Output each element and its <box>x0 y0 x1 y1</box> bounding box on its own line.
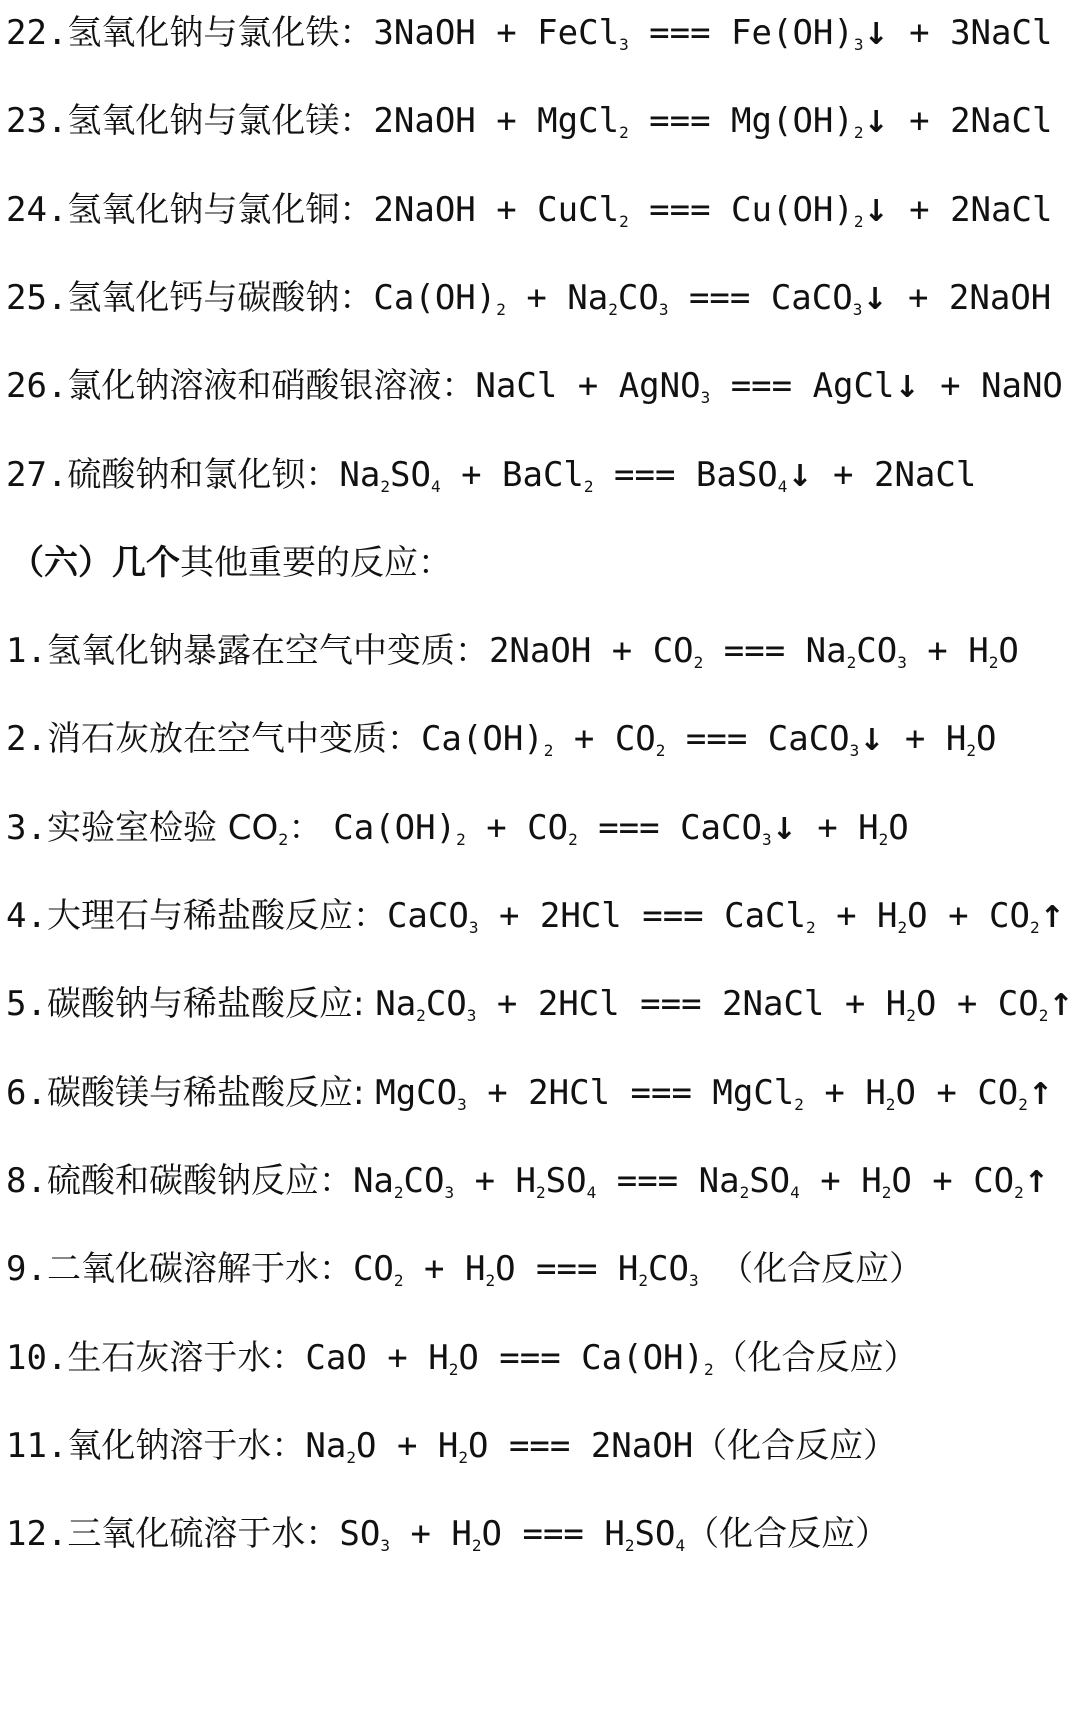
reaction-title-text: 氢氧化钠与氯化镁： <box>67 101 374 142</box>
subscript: 2 <box>458 1447 469 1467</box>
subscript: 3 <box>849 741 860 761</box>
formula-text: + 2NaCl <box>888 189 1053 230</box>
item-number: 2. <box>6 719 47 760</box>
subscript: 2 <box>619 211 629 231</box>
formula-text: === CaCO <box>577 807 762 848</box>
reaction-title-text: 消石灰放在空气中变质： <box>46 719 421 760</box>
formula-text: + H <box>403 1249 486 1290</box>
precipitate-arrow-icon: ↓ <box>894 370 920 406</box>
equation-line <box>6 180 1052 240</box>
formula-text: O <box>888 807 909 848</box>
formula-text: + H <box>799 1160 882 1201</box>
equation-line <box>6 798 909 858</box>
formula-text: Ca(OH) <box>373 277 497 318</box>
chemical-equation <box>489 631 1019 671</box>
reaction-title <box>67 278 373 318</box>
subscript: 2 <box>693 653 704 673</box>
gas-arrow-icon: ↑ <box>1039 900 1065 935</box>
subscript: 3 <box>897 653 907 673</box>
gas-arrow-icon: ↑ <box>1048 988 1074 1024</box>
equation-line <box>6 1239 923 1299</box>
item-number: 23. <box>6 101 68 142</box>
subscript: 2 <box>897 918 908 937</box>
equation-line <box>6 1151 1049 1211</box>
formula-text: NaCl + AgNO <box>475 366 701 407</box>
reaction-title <box>67 101 373 141</box>
subscript: 3 <box>761 829 772 849</box>
precipitate-arrow-icon: ↓ <box>859 723 885 759</box>
chemical-equation <box>373 13 1052 53</box>
formula-text: O === H <box>481 1514 625 1555</box>
equation-line <box>6 91 1052 151</box>
subscript: 3 <box>700 388 711 408</box>
formula-text: SO <box>545 1160 587 1201</box>
subscript: 2 <box>471 1536 482 1556</box>
equation-line <box>6 268 1051 328</box>
subscript: 2 <box>496 299 506 319</box>
subscript: 2 <box>416 1006 426 1026</box>
formula-text: （化合反应） <box>713 1337 918 1378</box>
formula-text: O === Ca(OH) <box>458 1337 704 1378</box>
precipitate-arrow-icon: ↓ <box>863 17 889 52</box>
reaction-title-text: 大理石与稀盐酸反应： <box>46 896 387 936</box>
formula-text: CO <box>617 277 659 318</box>
formula-text: SO <box>749 1160 791 1201</box>
reaction-title <box>47 1249 353 1289</box>
reaction-title-text: 氧化钠溶于水： <box>67 1425 306 1466</box>
formula-text: + 2HCl === 2NaCl + H <box>476 984 907 1025</box>
subscript: 2 <box>1018 1094 1028 1114</box>
subscript: 2 <box>739 1182 750 1202</box>
formula-text: === CaCO <box>665 719 850 760</box>
item-number: 25. <box>6 277 68 318</box>
item-number: 11. <box>6 1425 68 1466</box>
subscript: 2 <box>536 1182 546 1202</box>
formula-text: + 2NaCl <box>812 454 977 495</box>
reaction-title-text: 氢氧化钙与碳酸钠： <box>67 277 374 318</box>
reaction-title <box>67 13 373 53</box>
item-number: 22. <box>6 13 68 53</box>
formula-text: O === 2NaOH（化合反应） <box>468 1425 898 1466</box>
chemical-equation <box>305 1426 897 1466</box>
reaction-title <box>67 1426 305 1466</box>
reaction-title <box>47 896 387 936</box>
subscript: 2 <box>638 1271 649 1291</box>
subscript: 2 <box>456 829 466 849</box>
chemical-equation <box>373 190 1052 230</box>
formula-text: === Mg(OH) <box>628 101 854 142</box>
section-heading <box>10 533 452 593</box>
item-number: 6. <box>6 1072 47 1113</box>
formula-text: （化合反应） <box>698 1249 924 1290</box>
formula-text: === CaCO <box>668 277 853 318</box>
subscript: 2 <box>966 741 976 761</box>
subscript: 3 <box>466 1006 477 1026</box>
equation-line <box>6 1416 897 1476</box>
formula-text: + 2HCl === MgCl <box>466 1072 795 1113</box>
item-number: 27. <box>6 454 68 495</box>
reaction-title-text: 氢氧化钠与氯化铁： <box>67 13 374 53</box>
formula-text: O + H <box>356 1425 459 1466</box>
formula-text: Na <box>339 454 381 495</box>
formula-text: + H <box>454 1160 537 1201</box>
item-number: 5. <box>6 984 47 1025</box>
precipitate-arrow-icon: ↓ <box>863 193 889 229</box>
subscript: 2 <box>655 741 666 761</box>
equation-line <box>6 974 1074 1034</box>
reaction-title-text: 实验室检验 CO <box>46 807 279 848</box>
subscript: 2 <box>806 918 816 937</box>
formula-text: + CO <box>553 719 656 760</box>
item-number: 8. <box>6 1160 47 1201</box>
equation-line <box>6 1328 918 1388</box>
subscript: 2 <box>619 123 629 143</box>
formula-text: + BaCl <box>440 454 584 495</box>
subscript: 2 <box>881 1182 892 1202</box>
chemical-equation <box>305 1338 917 1378</box>
formula-text: O <box>975 719 997 760</box>
formula-text: + Na <box>505 277 609 318</box>
formula-text: + H <box>803 1072 886 1113</box>
heading-rest: 其他重要的反应： <box>180 542 452 583</box>
formula-text: === Fe(OH) <box>628 13 854 53</box>
subscript: 2 <box>346 1447 357 1467</box>
precipitate-arrow-icon: ↓ <box>862 281 888 317</box>
formula-text: === Na <box>596 1160 740 1201</box>
formula-text: Ca(OH) <box>333 807 457 848</box>
chemical-equation <box>475 366 1062 406</box>
subscript: 2 <box>448 1359 459 1379</box>
subscript: 2 <box>393 1182 404 1202</box>
reaction-title-text: 氢氧化钠与氯化铜： <box>67 189 374 230</box>
formula-text: + NaNO <box>919 366 1063 407</box>
formula-text: CaO + H <box>305 1337 449 1378</box>
subscript: 2 <box>608 299 618 319</box>
chemical-equation <box>375 1073 1053 1113</box>
formula-text: === Na <box>703 631 847 672</box>
chemical-equation <box>339 1514 889 1554</box>
item-number: 9. <box>6 1249 47 1290</box>
equation-line <box>6 1504 889 1564</box>
precipitate-arrow-icon: ↓ <box>771 811 797 847</box>
formula-text: + H <box>796 807 879 848</box>
formula-text: SO <box>339 1514 381 1555</box>
equation-line <box>6 709 996 769</box>
formula-text: === BaSO <box>593 454 778 495</box>
reaction-title-text: 生石灰溶于水： <box>67 1337 306 1378</box>
subscript: 2 <box>853 123 864 143</box>
subscript: 3 <box>852 299 863 319</box>
subscript: 2 <box>278 829 289 849</box>
subscript: 3 <box>380 1536 391 1556</box>
subscript: 2 <box>853 211 864 231</box>
reaction-title <box>47 1073 375 1113</box>
equation-line <box>6 3 1052 63</box>
reaction-title <box>67 1514 339 1554</box>
formula-text: O + CO <box>891 1160 1015 1201</box>
reaction-title-text: 二氧化碳溶解于水： <box>46 1249 353 1290</box>
formula-text: + CO <box>465 807 569 848</box>
formula-text: + H <box>906 631 989 672</box>
formula-text: 2NaOH + MgCl <box>373 101 620 142</box>
formula-text: CO <box>403 1160 445 1201</box>
formula-text: CO <box>648 1249 689 1290</box>
subscript: 2 <box>794 1094 804 1114</box>
reaction-title <box>47 1161 353 1201</box>
reaction-title-text: 硫酸钠和氯化钡： <box>67 454 340 495</box>
formula-text: Na <box>305 1425 347 1466</box>
subscript: 2 <box>393 1271 404 1291</box>
formula-text: CO <box>352 1249 394 1290</box>
subscript: 2 <box>568 829 578 849</box>
chemical-equation <box>353 1161 1049 1201</box>
subscript: 2 <box>878 829 889 849</box>
chemical-equation <box>373 278 1051 318</box>
item-number: 3. <box>6 807 47 848</box>
subscript: 3 <box>658 299 669 319</box>
subscript: 4 <box>790 1182 800 1202</box>
subscript: 2 <box>380 476 391 496</box>
formula-text: Na <box>352 1160 394 1201</box>
subscript: 2 <box>1038 1006 1049 1026</box>
reaction-title-text: 氯化钠溶液和硝酸银溶液： <box>67 366 476 407</box>
item-number: 26. <box>6 366 68 407</box>
item-number: 1. <box>6 631 47 672</box>
formula-text: 3NaOH + FeCl <box>373 13 620 53</box>
formula-text: CO <box>425 984 467 1025</box>
reaction-title-text: 氢氧化钠暴露在空气中变质： <box>46 631 489 672</box>
subscript: 3 <box>468 918 479 937</box>
subscript: 2 <box>485 1271 496 1291</box>
formula-text: + H <box>815 896 898 936</box>
subscript: 2 <box>583 476 594 496</box>
subscript: 2 <box>1014 1182 1024 1202</box>
reaction-title <box>67 1338 305 1378</box>
subscript: 2 <box>885 1094 896 1114</box>
chemical-equation <box>421 719 997 759</box>
gas-arrow-icon: ↑ <box>1023 1164 1049 1200</box>
heading-bold: （六）几个 <box>10 542 180 583</box>
chemical-equation <box>387 896 1065 936</box>
subscript: 2 <box>988 653 999 673</box>
chemical-equation <box>353 1249 923 1289</box>
equation-line <box>6 356 1063 416</box>
formula-text: + 2NaCl <box>888 101 1053 142</box>
formula-text: （化合反应） <box>685 1514 890 1555</box>
reaction-title <box>47 631 489 671</box>
formula-text: Ca(OH) <box>420 719 544 760</box>
formula-text: 2NaOH + CuCl <box>373 189 620 230</box>
gas-arrow-icon: ↑ <box>1027 1076 1054 1112</box>
reaction-title-text: 硫酸和碳酸钠反应： <box>46 1160 353 1201</box>
reaction-title-text: 碳酸镁与稀盐酸反应: <box>46 1072 376 1113</box>
subscript: 4 <box>777 476 788 496</box>
chemical-equation <box>333 808 909 848</box>
reaction-title <box>67 366 475 406</box>
subscript: 3 <box>688 1271 699 1291</box>
item-number: 24. <box>6 189 68 230</box>
equation-line <box>6 886 1065 946</box>
reaction-title-text: 碳酸钠与稀盐酸反应: <box>46 984 376 1025</box>
formula-text: O + CO <box>895 1072 1019 1113</box>
equation-line <box>6 621 1019 681</box>
formula-text: + 3NaCl <box>888 13 1053 53</box>
reaction-title <box>47 719 421 759</box>
item-number: 10. <box>6 1337 68 1378</box>
subscript: 3 <box>619 35 629 54</box>
reaction-title-text: 三氧化硫溶于水： <box>67 1514 340 1555</box>
subscript: 2 <box>624 1536 635 1556</box>
subscript: 3 <box>444 1182 455 1202</box>
subscript: 2 <box>906 1006 916 1026</box>
subscript: 4 <box>586 1182 597 1202</box>
formula-text: + H <box>390 1514 472 1555</box>
formula-text: O === H <box>495 1249 639 1290</box>
equation-line <box>6 445 976 505</box>
formula-text: Na <box>375 984 417 1025</box>
formula-text: SO <box>634 1514 676 1555</box>
formula-text: MgCO <box>375 1072 458 1113</box>
formula-text: + H <box>884 719 967 760</box>
formula-text: O + CO <box>915 984 1039 1025</box>
formula-text: O <box>998 631 1019 672</box>
subscript: 2 <box>1030 918 1040 937</box>
formula-text: CO <box>856 631 898 672</box>
formula-text: SO <box>390 454 431 495</box>
precipitate-arrow-icon: ↓ <box>787 458 813 494</box>
reaction-title-end: ： <box>288 807 334 848</box>
reaction-title <box>67 455 339 495</box>
formula-text: CaCO <box>386 896 469 936</box>
formula-text: === AgCl <box>710 366 895 407</box>
chemical-equation <box>373 101 1052 141</box>
chemical-equation <box>339 455 976 495</box>
chemical-equation <box>375 984 1073 1024</box>
subscript: 3 <box>853 35 864 54</box>
formula-text: + 2HCl === CaCl <box>478 896 806 936</box>
formula-text: 2NaOH + CO <box>488 631 694 672</box>
subscript: 4 <box>430 476 441 496</box>
reaction-title <box>47 984 375 1024</box>
subscript: 2 <box>543 741 554 761</box>
reaction-title <box>67 190 373 230</box>
formula-text: + 2NaOH <box>887 277 1052 318</box>
reaction-title <box>47 808 333 848</box>
formula-text: O + CO <box>907 896 1030 936</box>
subscript: 2 <box>846 653 857 673</box>
subscript: 3 <box>457 1094 467 1114</box>
subscript: 2 <box>704 1359 714 1379</box>
formula-text: === Cu(OH) <box>628 189 854 230</box>
item-number: 12. <box>6 1514 68 1555</box>
precipitate-arrow-icon: ↓ <box>863 105 889 141</box>
equation-line <box>6 1063 1053 1123</box>
item-number: 4. <box>6 896 47 936</box>
subscript: 4 <box>675 1536 686 1556</box>
